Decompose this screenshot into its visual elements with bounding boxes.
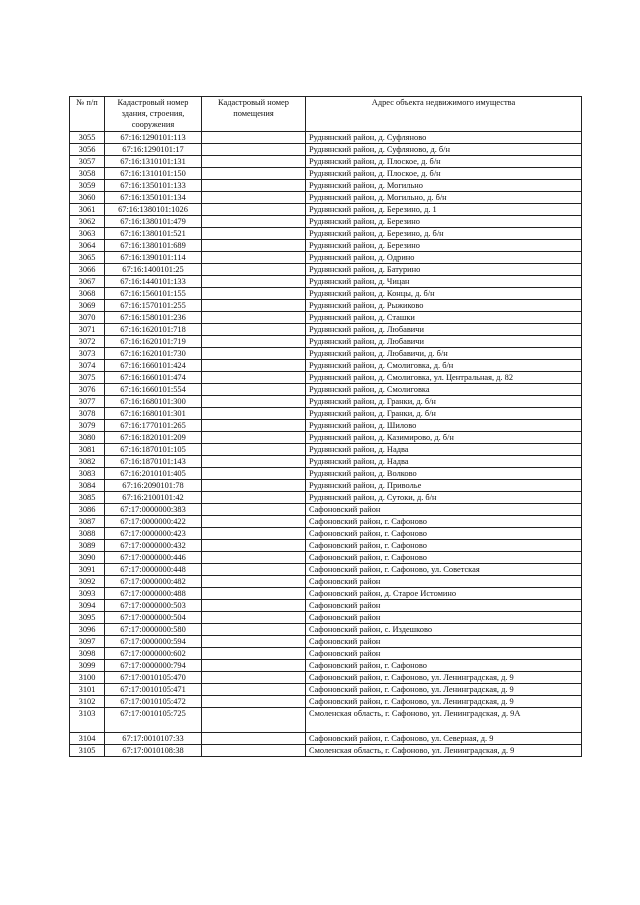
table-row: [70, 204, 582, 216]
address-cell: Руднянский район, д. Надва: [306, 444, 582, 456]
address-cell: Сафоновский район: [306, 636, 582, 648]
table-row: [70, 733, 582, 745]
address-cell: Сафоновский район, г. Сафоново: [306, 528, 582, 540]
row-number-cell: 3078: [70, 408, 105, 420]
address-cell: Сафоновский район, г. Сафоново, ул. Советская: [306, 564, 582, 576]
cadastral-room-cell: [202, 516, 306, 528]
row-number-cell: 3058: [70, 168, 105, 180]
cadastral-room-cell: [202, 228, 306, 240]
row-number-cell: 3085: [70, 492, 105, 504]
address-cell: Руднянский район, д. Надва: [306, 456, 582, 468]
cadastral-room-cell: [202, 612, 306, 624]
cadastral-building-cell: 67:16:1440101:133: [105, 276, 202, 288]
cadastral-building-cell: 67:17:0000000:580: [105, 624, 202, 636]
cadastral-room-cell: [202, 192, 306, 204]
table-row: [70, 660, 582, 672]
cadastral-room-cell: [202, 444, 306, 456]
address-cell: Руднянский район, д. Шилово: [306, 420, 582, 432]
cadastral-building-cell: 67:16:1580101:236: [105, 312, 202, 324]
cadastral-building-cell: 67:17:0010105:471: [105, 684, 202, 696]
address-cell: Сафоновский район, с. Издешково: [306, 624, 582, 636]
row-number-cell: 3073: [70, 348, 105, 360]
table-row: [70, 168, 582, 180]
address-cell: Руднянский район, д. Концы, д. б/н: [306, 288, 582, 300]
cadastral-building-cell: 67:16:1570101:255: [105, 300, 202, 312]
address-cell: Руднянский район, д. Смолиговка, д. б/н: [306, 360, 582, 372]
table-row: [70, 624, 582, 636]
cadastral-building-cell: 67:16:1380101:689: [105, 240, 202, 252]
row-number-cell: 3068: [70, 288, 105, 300]
cadastral-room-cell: [202, 288, 306, 300]
cadastral-room-cell: [202, 456, 306, 468]
row-number-cell: 3096: [70, 624, 105, 636]
cadastral-building-cell: 67:16:1290101:113: [105, 132, 202, 144]
cadastral-room-cell: [202, 276, 306, 288]
address-cell: Руднянский район, д. Гранки, д. б/н: [306, 396, 582, 408]
cadastral-room-cell: [202, 144, 306, 156]
row-number-cell: 3097: [70, 636, 105, 648]
table-row: [70, 540, 582, 552]
cadastral-building-cell: 67:16:1660101:554: [105, 384, 202, 396]
cadastral-building-cell: 67:17:0000000:503: [105, 600, 202, 612]
table-row: [70, 636, 582, 648]
row-number-cell: 3055: [70, 132, 105, 144]
row-number-cell: 3101: [70, 684, 105, 696]
cadastral-room-cell: [202, 660, 306, 672]
cadastral-building-cell: 67:17:0000000:794: [105, 660, 202, 672]
cadastral-room-cell: [202, 504, 306, 516]
address-cell: Руднянский район, д. Казимирово, д. б/н: [306, 432, 582, 444]
address-cell: Руднянский район, д. Чицан: [306, 276, 582, 288]
cadastral-room-cell: [202, 552, 306, 564]
table-row: [70, 684, 582, 696]
row-number-cell: 3076: [70, 384, 105, 396]
cadastral-room-cell: [202, 216, 306, 228]
cadastral-building-cell: 67:16:1560101:155: [105, 288, 202, 300]
table-row: [70, 612, 582, 624]
address-cell: Сафоновский район, г. Сафоново: [306, 660, 582, 672]
row-number-cell: 3059: [70, 180, 105, 192]
cadastral-building-cell: 67:16:1770101:265: [105, 420, 202, 432]
table-row: [70, 360, 582, 372]
cadastral-building-cell: 67:17:0000000:423: [105, 528, 202, 540]
address-cell: Руднянский район, д. Сташки: [306, 312, 582, 324]
table-row: [70, 312, 582, 324]
address-cell: Руднянский район, д. Могильно, д. б/н: [306, 192, 582, 204]
cadastral-building-cell: 67:16:1380101:521: [105, 228, 202, 240]
cadastral-building-cell: 67:17:0010105:470: [105, 672, 202, 684]
row-number-cell: 3100: [70, 672, 105, 684]
address-cell: Руднянский район, д. Любавичи, д. б/н: [306, 348, 582, 360]
row-number-cell: 3069: [70, 300, 105, 312]
address-cell: Руднянский район, д. Приволье: [306, 480, 582, 492]
row-number-cell: 3091: [70, 564, 105, 576]
cadastral-building-cell: 67:17:0000000:383: [105, 504, 202, 516]
row-number-cell: 3060: [70, 192, 105, 204]
cadastral-building-cell: 67:16:1350101:133: [105, 180, 202, 192]
table-row: [70, 552, 582, 564]
row-number-cell: 3079: [70, 420, 105, 432]
address-cell: Руднянский район, д. Березино, д. б/н: [306, 228, 582, 240]
cadastral-room-cell: [202, 624, 306, 636]
cadastral-room-cell: [202, 733, 306, 745]
cadastral-room-cell: [202, 240, 306, 252]
cadastral-building-cell: 67:16:1680101:300: [105, 396, 202, 408]
cadastral-room-cell: [202, 432, 306, 444]
table-row: [70, 708, 582, 733]
cadastral-building-cell: 67:16:1380101:479: [105, 216, 202, 228]
cadastral-room-cell: [202, 348, 306, 360]
cadastral-room-cell: [202, 300, 306, 312]
row-number-cell: 3072: [70, 336, 105, 348]
table-row: [70, 516, 582, 528]
cadastral-building-cell: 67:16:1820101:209: [105, 432, 202, 444]
header-cadastral-room: Кадастровый номер помещения: [202, 97, 306, 132]
cadastral-room-cell: [202, 156, 306, 168]
row-number-cell: 3070: [70, 312, 105, 324]
table-row: [70, 300, 582, 312]
address-cell: Сафоновский район, г. Сафоново: [306, 516, 582, 528]
cadastral-building-cell: 67:17:0000000:432: [105, 540, 202, 552]
table-row: [70, 264, 582, 276]
cadastral-building-cell: 67:17:0000000:482: [105, 576, 202, 588]
table-row: [70, 180, 582, 192]
cadastral-room-cell: [202, 540, 306, 552]
address-cell: Руднянский район, д. Березино: [306, 240, 582, 252]
table-row: [70, 324, 582, 336]
address-cell: Руднянский район, д. Одрино: [306, 252, 582, 264]
table-row: [70, 336, 582, 348]
table-row: [70, 240, 582, 252]
cadastral-room-cell: [202, 408, 306, 420]
row-number-cell: 3077: [70, 396, 105, 408]
cadastral-building-cell: 67:16:1400101:25: [105, 264, 202, 276]
address-cell: Руднянский район, д. Плоское, д. б/н: [306, 168, 582, 180]
table-row: [70, 348, 582, 360]
cadastral-room-cell: [202, 600, 306, 612]
table-row: [70, 468, 582, 480]
cadastral-room-cell: [202, 372, 306, 384]
address-cell: Руднянский район, д. Суфляново: [306, 132, 582, 144]
table-row: [70, 564, 582, 576]
cadastral-building-cell: 67:16:1380101:1026: [105, 204, 202, 216]
table-row: [70, 228, 582, 240]
row-number-cell: 3084: [70, 480, 105, 492]
cadastral-building-cell: 67:16:1660101:424: [105, 360, 202, 372]
header-cadastral-building: Кадастровый номер здания, строения, сооружения: [105, 97, 202, 132]
cadastral-building-cell: 67:16:1290101:17: [105, 144, 202, 156]
table-row: [70, 600, 582, 612]
address-cell: Руднянский район, д. Любавичи: [306, 336, 582, 348]
table-row: [70, 672, 582, 684]
row-number-cell: 3082: [70, 456, 105, 468]
address-cell: Сафоновский район, г. Сафоново, ул. Ленинградская, д. 9: [306, 696, 582, 708]
cadastral-building-cell: 67:17:0000000:504: [105, 612, 202, 624]
cadastral-building-cell: 67:17:0000000:446: [105, 552, 202, 564]
cadastral-room-cell: [202, 384, 306, 396]
row-number-cell: 3092: [70, 576, 105, 588]
row-number-cell: 3064: [70, 240, 105, 252]
address-cell: Руднянский район, д. Смолиговка: [306, 384, 582, 396]
table-row: [70, 396, 582, 408]
address-cell: Сафоновский район, г. Сафоново, ул. Ленинградская, д. 9: [306, 684, 582, 696]
row-number-cell: 3105: [70, 745, 105, 757]
row-number-cell: 3075: [70, 372, 105, 384]
address-cell: Сафоновский район: [306, 576, 582, 588]
cadastral-room-cell: [202, 420, 306, 432]
cadastral-room-cell: [202, 132, 306, 144]
cadastral-room-cell: [202, 252, 306, 264]
table-row: [70, 745, 582, 757]
address-cell: Сафоновский район, г. Сафоново, ул. Северная, д. 9: [306, 733, 582, 745]
cadastral-building-cell: 67:16:1390101:114: [105, 252, 202, 264]
row-number-cell: 3098: [70, 648, 105, 660]
cadastral-building-cell: 67:16:1680101:301: [105, 408, 202, 420]
address-cell: Сафоновский район: [306, 600, 582, 612]
address-cell: Руднянский район, д. Любавичи: [306, 324, 582, 336]
address-cell: Руднянский район, д. Батурино: [306, 264, 582, 276]
row-number-cell: 3093: [70, 588, 105, 600]
row-number-cell: 3071: [70, 324, 105, 336]
cadastral-room-cell: [202, 672, 306, 684]
address-cell: Сафоновский район, г. Сафоново: [306, 552, 582, 564]
cadastral-building-cell: 67:16:1620101:718: [105, 324, 202, 336]
address-cell: Сафоновский район: [306, 504, 582, 516]
table-row: [70, 384, 582, 396]
cadastral-building-cell: 67:16:2090101:78: [105, 480, 202, 492]
address-cell: Руднянский район, д. Гранки, д. б/н: [306, 408, 582, 420]
row-number-cell: 3090: [70, 552, 105, 564]
cadastral-room-cell: [202, 696, 306, 708]
row-number-cell: 3063: [70, 228, 105, 240]
cadastral-room-cell: [202, 312, 306, 324]
cadastral-room-cell: [202, 564, 306, 576]
table-row: [70, 420, 582, 432]
cadastral-building-cell: 67:17:0000000:602: [105, 648, 202, 660]
cadastral-building-cell: 67:16:2100101:42: [105, 492, 202, 504]
cadastral-room-cell: [202, 684, 306, 696]
table-row: [70, 444, 582, 456]
cadastral-building-cell: 67:17:0000000:422: [105, 516, 202, 528]
row-number-cell: 3086: [70, 504, 105, 516]
table-body: [70, 132, 582, 757]
row-number-cell: 3104: [70, 733, 105, 745]
address-cell: Руднянский район, д. Волково: [306, 468, 582, 480]
address-cell: Смоленская область, г. Сафоново, ул. Ленинградская, д. 9А: [306, 708, 582, 733]
cadastral-room-cell: [202, 468, 306, 480]
cadastral-room-cell: [202, 480, 306, 492]
table-row: [70, 456, 582, 468]
cadastral-building-cell: 67:16:1620101:730: [105, 348, 202, 360]
table-row: [70, 504, 582, 516]
cadastral-room-cell: [202, 636, 306, 648]
table-row: [70, 408, 582, 420]
address-cell: Сафоновский район: [306, 612, 582, 624]
cadastral-building-cell: 67:17:0000000:594: [105, 636, 202, 648]
table-row: [70, 132, 582, 144]
table-header-row: [70, 97, 582, 132]
header-address: Адрес объекта недвижимого имущества: [306, 97, 582, 132]
cadastral-room-cell: [202, 180, 306, 192]
cadastral-building-cell: 67:16:1350101:134: [105, 192, 202, 204]
row-number-cell: 3062: [70, 216, 105, 228]
table-row: [70, 276, 582, 288]
table-row: [70, 528, 582, 540]
address-cell: Руднянский район, д. Березино: [306, 216, 582, 228]
row-number-cell: 3065: [70, 252, 105, 264]
address-cell: Смоленская область, г. Сафоново, ул. Ленинградская, д. 9: [306, 745, 582, 757]
cadastral-building-cell: 67:16:1310101:131: [105, 156, 202, 168]
row-number-cell: 3056: [70, 144, 105, 156]
header-num: № п/п: [70, 97, 105, 132]
cadastral-building-cell: 67:17:0000000:448: [105, 564, 202, 576]
address-cell: Руднянский район, д. Сутоки, д. б/н: [306, 492, 582, 504]
table-row: [70, 696, 582, 708]
table-row: [70, 372, 582, 384]
table-row: [70, 492, 582, 504]
row-number-cell: 3067: [70, 276, 105, 288]
table-row: [70, 156, 582, 168]
cadastral-room-cell: [202, 168, 306, 180]
address-cell: Сафоновский район, г. Сафоново: [306, 540, 582, 552]
table-row: [70, 216, 582, 228]
cadastral-building-cell: 67:17:0010105:725: [105, 708, 202, 733]
address-cell: Руднянский район, д. Плоское, д. б/н: [306, 156, 582, 168]
cadastral-room-cell: [202, 204, 306, 216]
cadastral-building-cell: 67:16:1310101:150: [105, 168, 202, 180]
row-number-cell: 3083: [70, 468, 105, 480]
table-row: [70, 288, 582, 300]
row-number-cell: 3066: [70, 264, 105, 276]
cadastral-building-cell: 67:17:0010107:33: [105, 733, 202, 745]
row-number-cell: 3080: [70, 432, 105, 444]
row-number-cell: 3099: [70, 660, 105, 672]
cadastral-building-cell: 67:17:0010108:38: [105, 745, 202, 757]
table-row: [70, 432, 582, 444]
table-row: [70, 480, 582, 492]
row-number-cell: 3095: [70, 612, 105, 624]
cadastral-building-cell: 67:16:1870101:105: [105, 444, 202, 456]
row-number-cell: 3103: [70, 708, 105, 733]
address-cell: Сафоновский район, д. Старое Истомино: [306, 588, 582, 600]
row-number-cell: 3057: [70, 156, 105, 168]
table-row: [70, 648, 582, 660]
row-number-cell: 3074: [70, 360, 105, 372]
row-number-cell: 3061: [70, 204, 105, 216]
cadastral-room-cell: [202, 492, 306, 504]
cadastral-room-cell: [202, 324, 306, 336]
row-number-cell: 3102: [70, 696, 105, 708]
address-cell: Руднянский район, д. Березино, д. 1: [306, 204, 582, 216]
row-number-cell: 3094: [70, 600, 105, 612]
cadastral-room-cell: [202, 396, 306, 408]
address-cell: Руднянский район, д. Суфляново, д. б/н: [306, 144, 582, 156]
row-number-cell: 3088: [70, 528, 105, 540]
table-row: [70, 576, 582, 588]
cadastral-room-cell: [202, 336, 306, 348]
cadastral-room-cell: [202, 576, 306, 588]
cadastral-building-cell: 67:17:0000000:488: [105, 588, 202, 600]
address-cell: Сафоновский район: [306, 648, 582, 660]
cadastral-room-cell: [202, 264, 306, 276]
cadastral-building-cell: 67:16:1660101:474: [105, 372, 202, 384]
address-cell: Руднянский район, д. Смолиговка, ул. Центральная, д. 82: [306, 372, 582, 384]
table-row: [70, 144, 582, 156]
cadastral-building-cell: 67:17:0010105:472: [105, 696, 202, 708]
address-cell: Руднянский район, д. Могильно: [306, 180, 582, 192]
row-number-cell: 3081: [70, 444, 105, 456]
cadastral-building-cell: 67:16:2010101:405: [105, 468, 202, 480]
address-cell: Руднянский район, д. Рыжиково: [306, 300, 582, 312]
cadastral-room-cell: [202, 528, 306, 540]
cadastral-room-cell: [202, 360, 306, 372]
row-number-cell: 3089: [70, 540, 105, 552]
cadastral-building-cell: 67:16:1870101:143: [105, 456, 202, 468]
address-cell: Сафоновский район, г. Сафоново, ул. Ленинградская, д. 9: [306, 672, 582, 684]
cadastral-room-cell: [202, 708, 306, 733]
cadastral-building-cell: 67:16:1620101:719: [105, 336, 202, 348]
cadastral-room-cell: [202, 745, 306, 757]
cadastral-room-cell: [202, 648, 306, 660]
table-row: [70, 192, 582, 204]
cadastral-room-cell: [202, 588, 306, 600]
table-row: [70, 252, 582, 264]
property-register-table: [69, 96, 582, 757]
row-number-cell: 3087: [70, 516, 105, 528]
table-row: [70, 588, 582, 600]
